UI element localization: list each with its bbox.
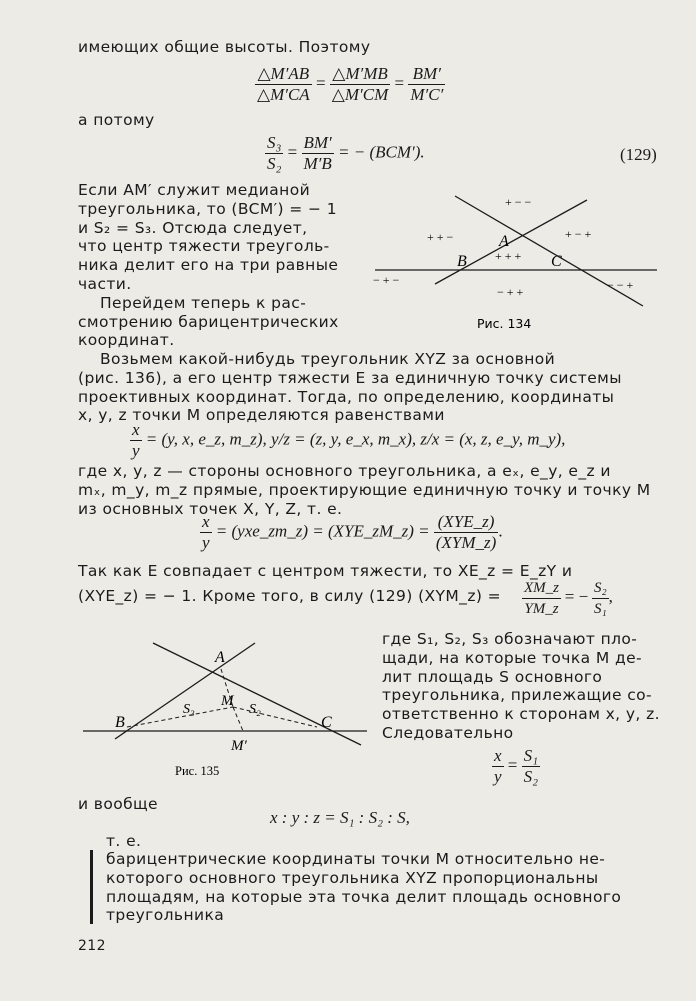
line-ab (435, 200, 587, 284)
text-line: лит площадь S основного (382, 667, 603, 686)
area-s2-label: S₂ (249, 702, 261, 717)
segment-mm (233, 707, 243, 731)
vertex-b-label: B (457, 253, 467, 270)
conclusion-statement (106, 850, 666, 925)
text-line: площадям, на которые эта точка делит площадь основного (106, 887, 622, 906)
sign-region: + + − (427, 230, 454, 244)
sign-region: − − + (607, 278, 634, 292)
text-line: Следовательно (382, 723, 514, 742)
paragraph-areas (382, 630, 667, 743)
sign-region: + − − (505, 195, 532, 209)
equation-coordinates: $\frac{x}{y}$ = (y, x, e_z, m_z), y/z = (z, y, e_x, m_x), z/x = (x, z, e_y, m_y), (132, 420, 566, 460)
figure-134 (365, 186, 665, 331)
vertex-c-label: C (321, 714, 332, 731)
equation-ratio-s: $\frac{XM\_z}{YM\_z}$ = − $\frac{\text{S₂}}{\text{S₁}}$ , (524, 580, 613, 617)
text-line: проективных координат. Тогда, по определению, координаты (78, 387, 615, 406)
sign-region: − + − (373, 273, 400, 287)
figure-caption: Рис. 135 (175, 764, 220, 778)
vertex-c-label: C (551, 253, 562, 270)
equation-proportion: x : y : z = S₁ : S₂ : S, (270, 808, 410, 827)
text-line: треугольника, то (BCM′) = − 1 (78, 199, 337, 218)
text-line: т. е. (106, 832, 142, 850)
vertex-a-label: A (499, 233, 509, 250)
line-ab (115, 643, 255, 739)
text-line: ника делит его на три равные (78, 256, 339, 275)
figure-135 (75, 635, 375, 785)
text-line: части. (78, 274, 132, 293)
sign-region: − + + (497, 285, 524, 299)
text-line: Так как E совпадает с центром тяжести, то XE_z = E_zY и (78, 562, 573, 580)
text-line: где x, y, z — стороны основного треугольника, а eₓ, e_y, e_z и (78, 462, 611, 480)
text-line: координат. (78, 331, 175, 350)
text-line: Перейдем теперь к рас- (100, 293, 307, 312)
vertex-a-label: A (215, 649, 225, 666)
segment-bm (127, 707, 233, 727)
paragraph-barycentric (78, 350, 666, 425)
equation-number: (129) (620, 145, 657, 164)
text-line: а потому (78, 111, 155, 129)
sign-region: + + + (495, 249, 522, 263)
area-s3-label: S₃ (183, 702, 195, 717)
text-line: щади, на которые точка M де- (382, 648, 643, 667)
text-line: где S₁, S₂, S₃ обозначают пло- (382, 630, 638, 648)
point-m-label: M (221, 693, 234, 709)
vertex-b-label: B (115, 714, 125, 731)
sign-region: + − + (565, 227, 592, 241)
text-line: (XYE_z) = − 1. Кроме того, в силу (129) (XYM_z) = (78, 586, 502, 605)
text-line: барицентрические координаты точки M относительно не- (106, 850, 606, 868)
text-line: Возьмем какой-нибудь треугольник XYZ за основной (100, 350, 556, 368)
equation-xy-ratio: $\frac{x}{y}$ = (yxe_zm_z) = (XYE_zM_z) = $\frac{\text{(XYE\_z)}}{\text{(XYM\_z)}}$ . (202, 512, 503, 552)
text-line: что центр тяжести треуголь- (78, 237, 330, 256)
text-line: ответственно к сторонам x, y, z. (382, 705, 660, 724)
point-m-prime-label: M′ (231, 738, 247, 754)
text-line: (рис. 136), а его центр тяжести E за единичную точку системы (78, 368, 622, 387)
figure-caption: Рис. 134 (477, 316, 532, 331)
text-line: смотрению барицентрических (78, 312, 339, 331)
text-line: из основных точек X, Y, Z, т. е. (78, 499, 343, 518)
equation-129: $\frac{\text{S₃}}{\text{S₂}}$ = $\frac{BM'}{M'B}$ = − (BCM′). (267, 133, 425, 173)
paragraph-where (78, 462, 666, 518)
text-line: и S₂ = S₃. Отсюда следует, (78, 218, 308, 237)
equation-xy-s: $\frac{x}{y}$ = $\frac{\text{S₁}}{\text{S₂}}$ (494, 746, 539, 786)
text-line: mₓ, m_y, m_z прямые, проектирующие единичную точку и точку M (78, 480, 651, 499)
text-line: треугольника, прилежащие со- (382, 686, 653, 705)
text-line: треугольника (106, 906, 225, 925)
emphasis-bar (90, 850, 93, 924)
text-line: x, y, z точки M определяются равенствами (78, 406, 445, 425)
text-line: имеющих общие высоты. Поэтому (78, 38, 371, 56)
equation-ratio-areas: $\frac{\triangle M'AB}{\triangle M'CA}$ = $\frac{\triangle M'MB}{\triangle M'CM}$ = $\frac{BM'}{M'C'}$ (257, 64, 444, 104)
text-line: которого основного треугольника XYZ пропорциональны (106, 868, 599, 887)
text-line: и вообще (78, 795, 158, 813)
text-line: Если AM′ служит медианой (78, 181, 311, 199)
paragraph-median (78, 181, 348, 350)
page-number: 212 (78, 938, 106, 954)
